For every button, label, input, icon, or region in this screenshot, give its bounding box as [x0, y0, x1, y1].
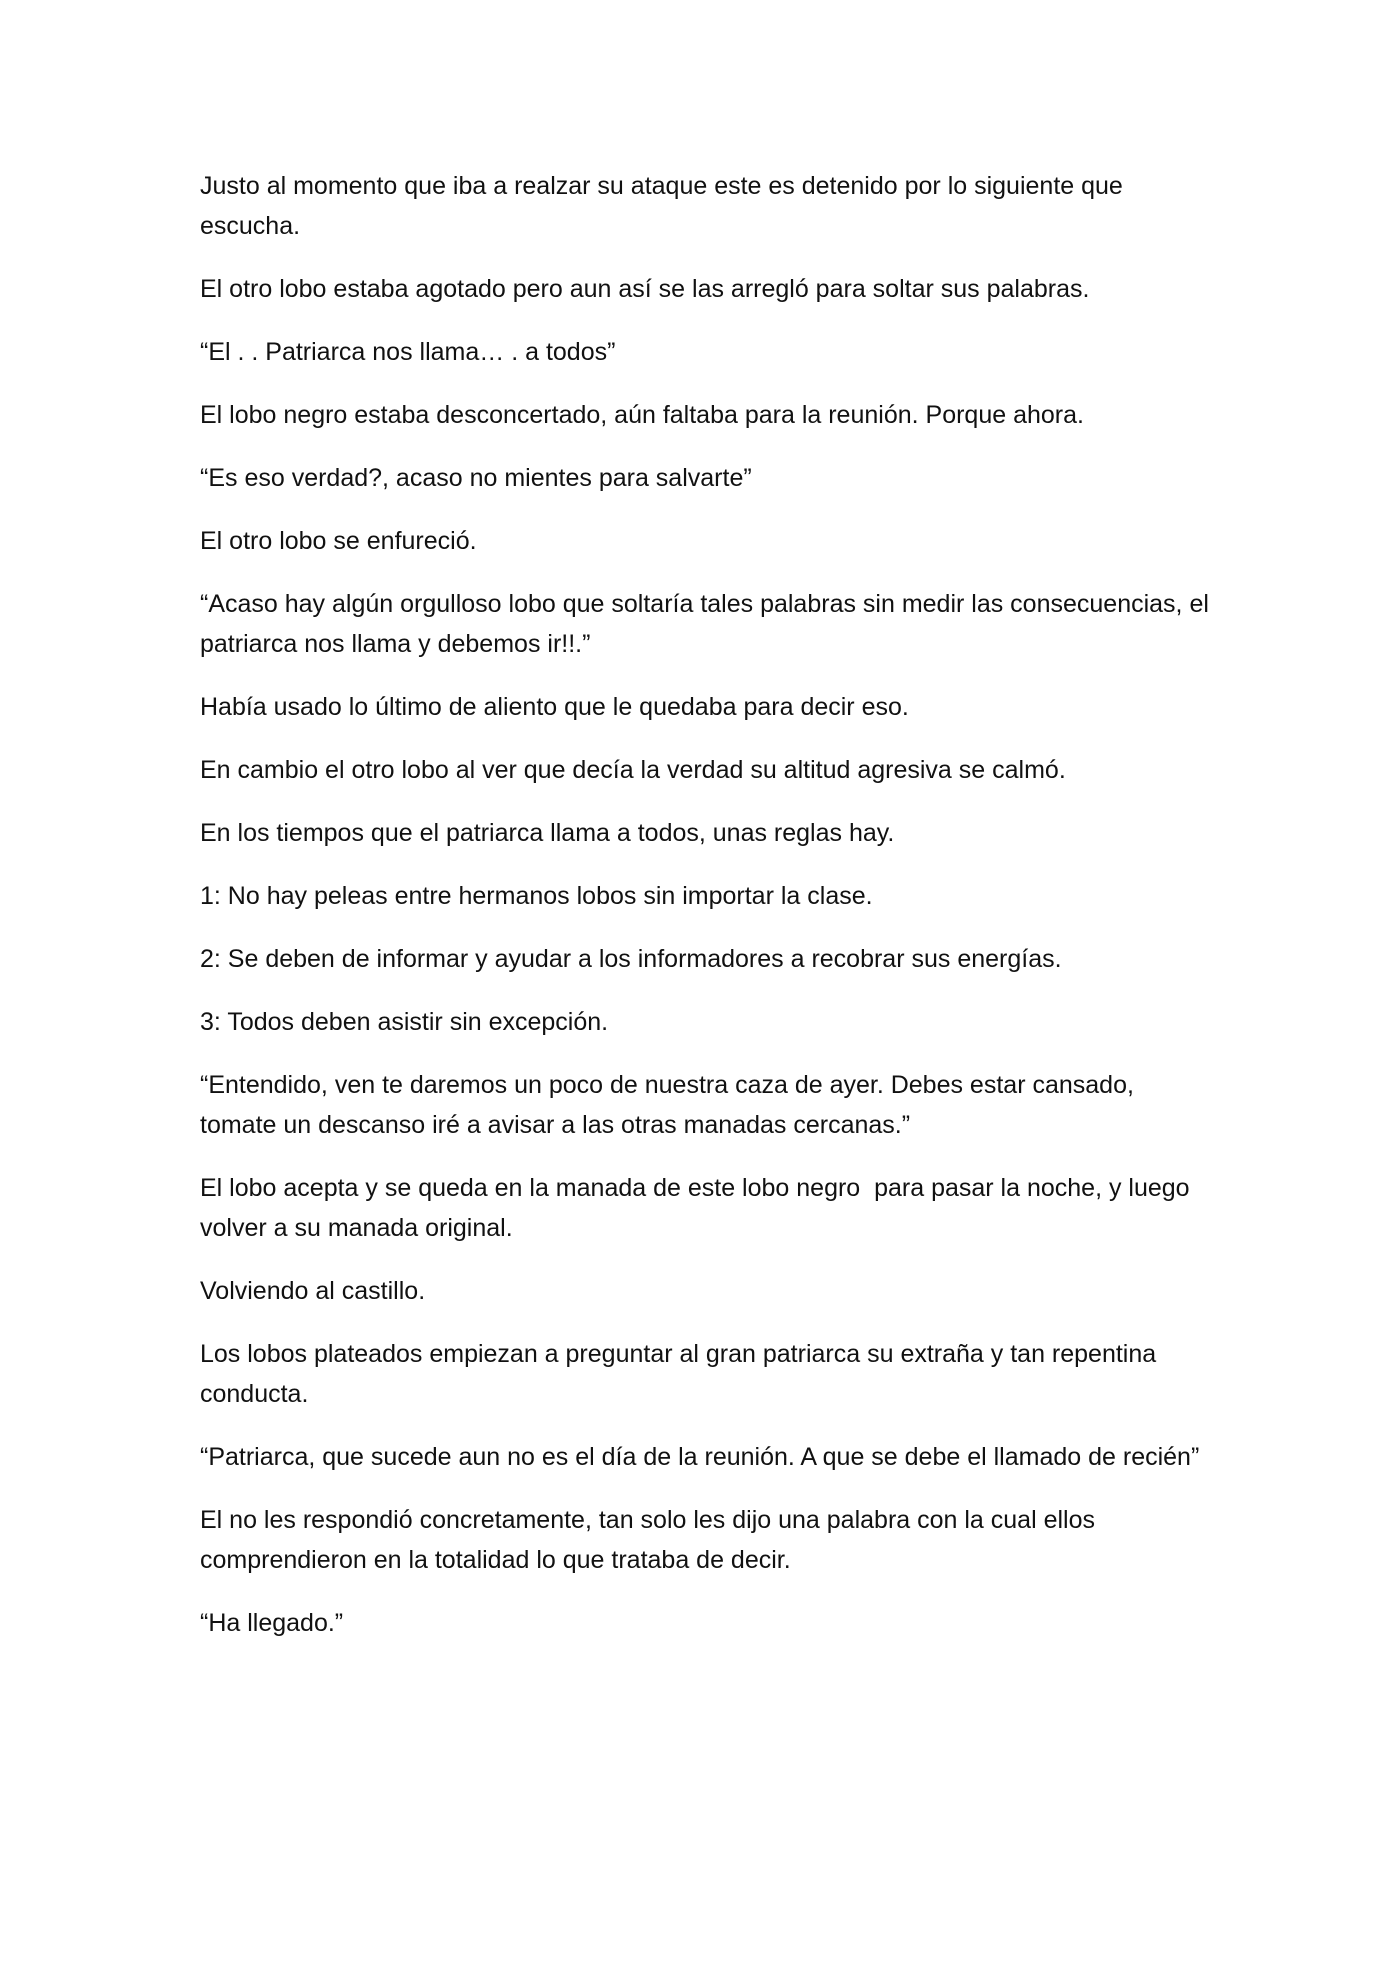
paragraph: Había usado lo último de aliento que le quedaba para decir eso.: [200, 693, 909, 721]
paragraph: “Patriarca, que sucede aun no es el día de la reunión. A que se debe el llamado de recién”: [200, 1443, 1200, 1471]
paragraph: El lobo acepta y se queda en la manada de este lobo negro para pasar la noche, y luego volver a su manada original.: [200, 1174, 1197, 1242]
document-body: [200, 166, 1216, 1666]
paragraph: El no les respondió concretamente, tan solo les dijo una palabra con la cual ellos comprendieron en la totalidad lo que trataba de decir.: [200, 1506, 1102, 1574]
paragraph: Volviendo al castillo.: [200, 1277, 426, 1305]
paragraph: El otro lobo se enfureció.: [200, 527, 477, 555]
paragraph: “Acaso hay algún orgulloso lobo que soltaría tales palabras sin medir las consecuencias, el patriarca nos llama y debemos ir!!.”: [200, 590, 1216, 658]
paragraph: Justo al momento que iba a realzar su ataque este es detenido por lo siguiente que escucha.: [200, 172, 1130, 240]
paragraph: “Es eso verdad?, acaso no mientes para salvarte”: [200, 464, 752, 492]
paragraph: El lobo negro estaba desconcertado, aún faltaba para la reunión. Porque ahora.: [200, 401, 1084, 429]
paragraph: En los tiempos que el patriarca llama a todos, unas reglas hay.: [200, 819, 895, 847]
paragraph: El otro lobo estaba agotado pero aun así se las arregló para soltar sus palabras.: [200, 275, 1090, 303]
paragraph: “El . . Patriarca nos llama… . a todos”: [200, 338, 616, 366]
paragraph: “Ha llegado.”: [200, 1609, 344, 1637]
paragraph: “Entendido, ven te daremos un poco de nuestra caza de ayer. Debes estar cansado, tomate un descanso iré a avisar a las otras manadas cercanas.”: [200, 1071, 1141, 1139]
paragraph: Los lobos plateados empiezan a preguntar al gran patriarca su extraña y tan repentina conducta.: [200, 1340, 1164, 1408]
rule-item: 1: No hay peleas entre hermanos lobos sin importar la clase.: [200, 882, 873, 910]
rule-item: 3: Todos deben asistir sin excepción.: [200, 1008, 609, 1036]
paragraph: En cambio el otro lobo al ver que decía la verdad su altitud agresiva se calmó.: [200, 756, 1066, 784]
rule-item: 2: Se deben de informar y ayudar a los informadores a recobrar sus energías.: [200, 945, 1062, 973]
